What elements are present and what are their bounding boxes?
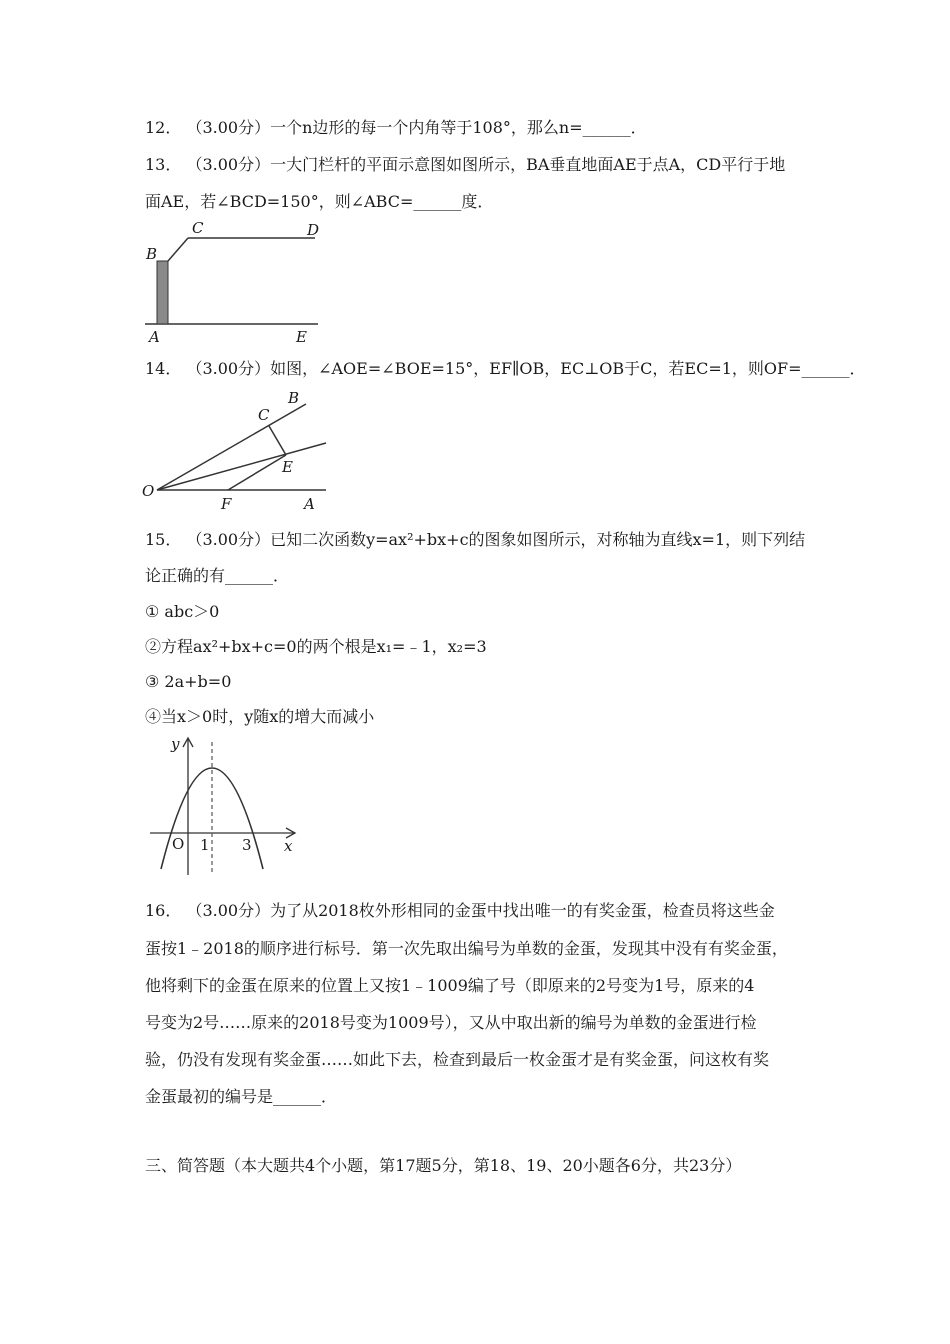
q15-option-2: ②方程ax²+bx+c=0的两个根是x₁=﹣1，x₂=3 [145, 637, 487, 656]
label-b: B [146, 245, 158, 263]
label-x: x [284, 837, 293, 855]
q13-text-line2: 面AE，若∠BCD=150°，则∠ABC=______度． [145, 192, 494, 211]
q16-text-line3: 他将剩下的金蛋在原来的位置上又按1﹣1009编了号（即原来的2号变为1号，原来的4 [145, 976, 755, 995]
label-y: y [171, 735, 180, 753]
segment-bc [168, 238, 188, 261]
label-f: F [221, 495, 232, 513]
label-a: A [149, 328, 160, 346]
q15-option-3: ③ 2a+b=0 [145, 672, 232, 691]
q15-parabola-graph [140, 732, 310, 880]
label-e: E [282, 458, 293, 476]
label-a: A [304, 495, 315, 513]
q16-text-line5: 验，仍没有发现有奖金蛋……如此下去，检查到最后一枚金蛋才是有奖金蛋，问这枚有奖 [145, 1050, 770, 1069]
q16-text-line2: 蛋按1﹣2018的顺序进行标号．第一次先取出编号为单数的金蛋，发现其中没有有奖金蛋， [145, 939, 788, 958]
segment-ef [228, 455, 286, 490]
tick-label-3: 3 [242, 836, 252, 854]
label-c: C [192, 219, 204, 237]
q14-text: 14． （3.00分）如图，∠AOE=∠BOE=15°，EF∥OB，EC⊥OB于C，若EC=1，则OF=______． [145, 359, 866, 378]
tick-label-1: 1 [200, 836, 210, 854]
q15-text-line1: 15． （3.00分）已知二次函数y=ax²+bx+c的图象如图所示，对称轴为直线x=1，则下列结 [145, 530, 806, 549]
label-b: B [288, 389, 300, 407]
q16-text-line6: 金蛋最初的编号是______． [145, 1087, 338, 1106]
post-ba [157, 261, 168, 324]
q14-figure [138, 386, 338, 514]
label-e: E [296, 328, 307, 346]
label-c: C [258, 406, 270, 424]
ray-ob [157, 404, 306, 490]
ray-oe [157, 443, 326, 490]
label-origin: O [172, 835, 185, 853]
q16-text-line4: 号变为2号……原来的2018号变为1009号），又从中取出新的编号为单数的金蛋进行检 [145, 1013, 757, 1032]
label-d: D [307, 221, 320, 239]
q15-option-1: ① abc＞0 [145, 602, 220, 621]
label-o: O [142, 482, 155, 500]
segment-ec [269, 426, 286, 455]
q16-text-line1: 16． （3.00分）为了从2018枚外形相同的金蛋中找出唯一的有奖金蛋，检查员将这些金 [145, 901, 775, 920]
q13-figure [140, 218, 340, 346]
section-3-heading: 三、简答题（本大题共4个小题，第17题5分，第18、19、20小题各6分，共23分） [145, 1156, 742, 1175]
q12-text: 12． （3.00分）一个n边形的每一个内角等于108°，那么n=______． [145, 118, 647, 137]
q15-option-4: ④当x＞0时，y随x的增大而减小 [145, 707, 375, 726]
q15-text-line2: 论正确的有______． [145, 566, 290, 585]
q13-text-line1: 13． （3.00分）一大门栏杆的平面示意图如图所示，BA垂直地面AE于点A，CD平行于地 [145, 155, 786, 174]
